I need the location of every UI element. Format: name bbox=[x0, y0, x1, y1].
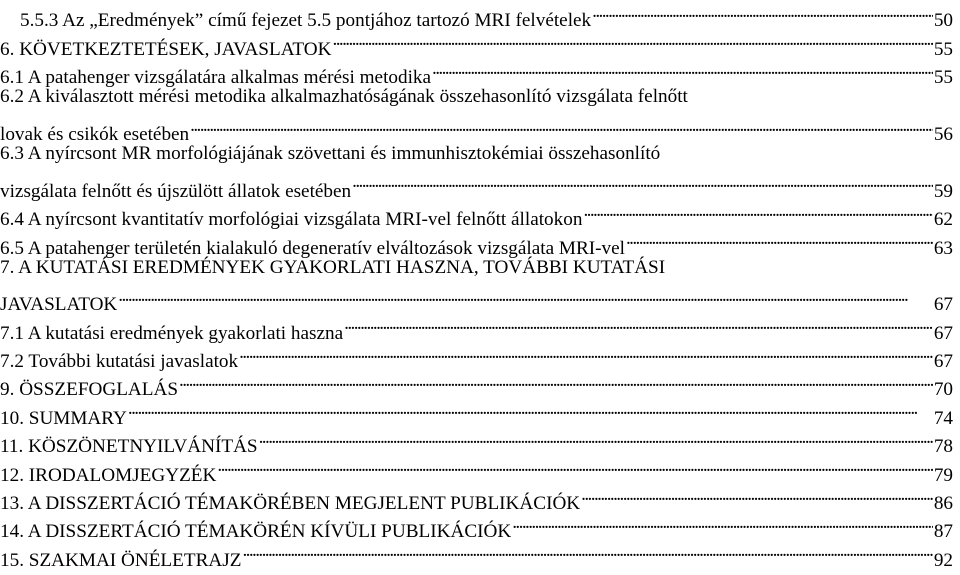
dot-leader bbox=[259, 424, 933, 452]
dot-leader bbox=[190, 112, 933, 140]
toc-page-number: 74 bbox=[933, 407, 953, 429]
toc-entry[interactable] bbox=[0, 0, 953, 32]
toc-entry-title: 5.5.3 Az „Eredmények” című fejezet 5.5 pontjához tartozó MRI felvételek bbox=[20, 10, 592, 32]
toc-page-number: 79 bbox=[933, 464, 953, 486]
dot-leader bbox=[352, 168, 933, 196]
toc-page-number: 92 bbox=[933, 549, 953, 571]
toc-entry[interactable] bbox=[0, 424, 953, 458]
toc-page-number: 59 bbox=[933, 180, 953, 202]
toc-entry[interactable] bbox=[0, 83, 953, 145]
dot-leader bbox=[344, 310, 933, 338]
toc-entry[interactable] bbox=[0, 395, 953, 429]
toc-page-number: 50 bbox=[933, 10, 953, 32]
toc-entry-title: 10. SUMMARY bbox=[0, 407, 127, 429]
toc-entry[interactable] bbox=[0, 310, 953, 344]
toc-page-number: 56 bbox=[933, 123, 953, 145]
toc-page-number: 55 bbox=[933, 67, 953, 89]
toc-page-number: 78 bbox=[933, 436, 953, 458]
dot-leader bbox=[581, 481, 933, 509]
toc-page-number: 67 bbox=[933, 322, 953, 344]
toc-line bbox=[0, 168, 953, 202]
toc-entry[interactable] bbox=[0, 254, 953, 316]
dot-leader bbox=[239, 339, 933, 367]
toc-page-number: 55 bbox=[933, 38, 953, 60]
dot-leader bbox=[432, 55, 933, 83]
toc-entry-title-line1: 6.2 A kiválasztott mérési metodika alkalmazhatóságának összehasonlító vizsgálata felnőtt bbox=[0, 86, 688, 108]
toc-entry-title: 11. KÖSZÖNETNYILVÁNÍTÁS bbox=[0, 436, 258, 458]
toc-entry-title: lovak és csikók esetében bbox=[0, 123, 190, 145]
dot-leader bbox=[217, 452, 932, 480]
toc-page-number: 67 bbox=[933, 294, 953, 316]
toc-page-number: 62 bbox=[933, 209, 953, 231]
toc-line bbox=[20, 0, 953, 32]
toc-entry-title: JAVASLATOK bbox=[0, 294, 118, 316]
dot-leader bbox=[626, 225, 933, 253]
toc-entry-title: 7.2 További kutatási javaslatok bbox=[0, 351, 239, 373]
dot-leader bbox=[333, 26, 933, 54]
dot-leader bbox=[118, 282, 933, 310]
toc-line bbox=[0, 424, 953, 458]
dot-leader bbox=[128, 395, 933, 423]
toc-line bbox=[0, 310, 953, 344]
toc-entry-title: 15. SZAKMAI ÖNÉLETRAJZ bbox=[0, 549, 242, 571]
toc-entry-title: 9. ÖSSZEFOGLALÁS bbox=[0, 379, 179, 401]
toc-entry-title: 6.5 A patahenger területén kialakuló degeneratív elváltozások vizsgálata MRI-vel bbox=[0, 237, 625, 259]
dot-leader bbox=[583, 197, 932, 225]
dot-leader bbox=[512, 509, 933, 537]
dot-leader bbox=[592, 0, 933, 26]
toc-entry-title-line1: 7. A KUTATÁSI EREDMÉNYEK GYAKORLATI HASZNA, TOVÁBBI KUTATÁSI bbox=[0, 256, 666, 278]
toc-entry-title: 7.1 A kutatási eredmények gyakorlati haszna bbox=[0, 322, 344, 344]
toc-line bbox=[0, 395, 953, 429]
toc-page-number: 63 bbox=[933, 237, 953, 259]
toc-entry-title: 6.1 A patahenger vizsgálatára alkalmas mérési metodika bbox=[0, 67, 432, 89]
toc-page-number: 67 bbox=[933, 351, 953, 373]
dot-leader bbox=[179, 367, 933, 395]
dot-leader bbox=[242, 537, 932, 565]
toc-entry-title-line1: 6.3 A nyírcsont MR morfológiájának szövettani és immunhisztokémiai összehasonlító bbox=[0, 142, 661, 164]
toc-entry-title: 14. A DISSZERTÁCIÓ TÉMAKÖRÉN KÍVÜLI PUBLIKÁCIÓK bbox=[0, 521, 512, 543]
toc-entry-title: 6.4 A nyírcsont kvantitatív morfológiai vizsgálata MRI-vel felnőtt állatokon bbox=[0, 209, 583, 231]
toc-line bbox=[0, 282, 953, 316]
toc-entry-title: 6. KÖVETKEZTETÉSEK, JAVASLATOK bbox=[0, 38, 332, 60]
toc-entry-title: 12. IRODALOMJEGYZÉK bbox=[0, 464, 217, 486]
toc-page-number: 87 bbox=[933, 521, 953, 543]
toc-line bbox=[0, 112, 953, 145]
toc-entry-title: 13. A DISSZERTÁCIÓ TÉMAKÖRÉBEN MEGJELENT PUBLIKÁCIÓK bbox=[0, 493, 581, 515]
toc-page-number: 86 bbox=[933, 493, 953, 515]
toc-entry-title: vizsgálata felnőtt és újszülött állatok esetében bbox=[0, 180, 352, 202]
toc-entry[interactable] bbox=[0, 140, 953, 202]
toc-page-number: 70 bbox=[933, 379, 953, 401]
